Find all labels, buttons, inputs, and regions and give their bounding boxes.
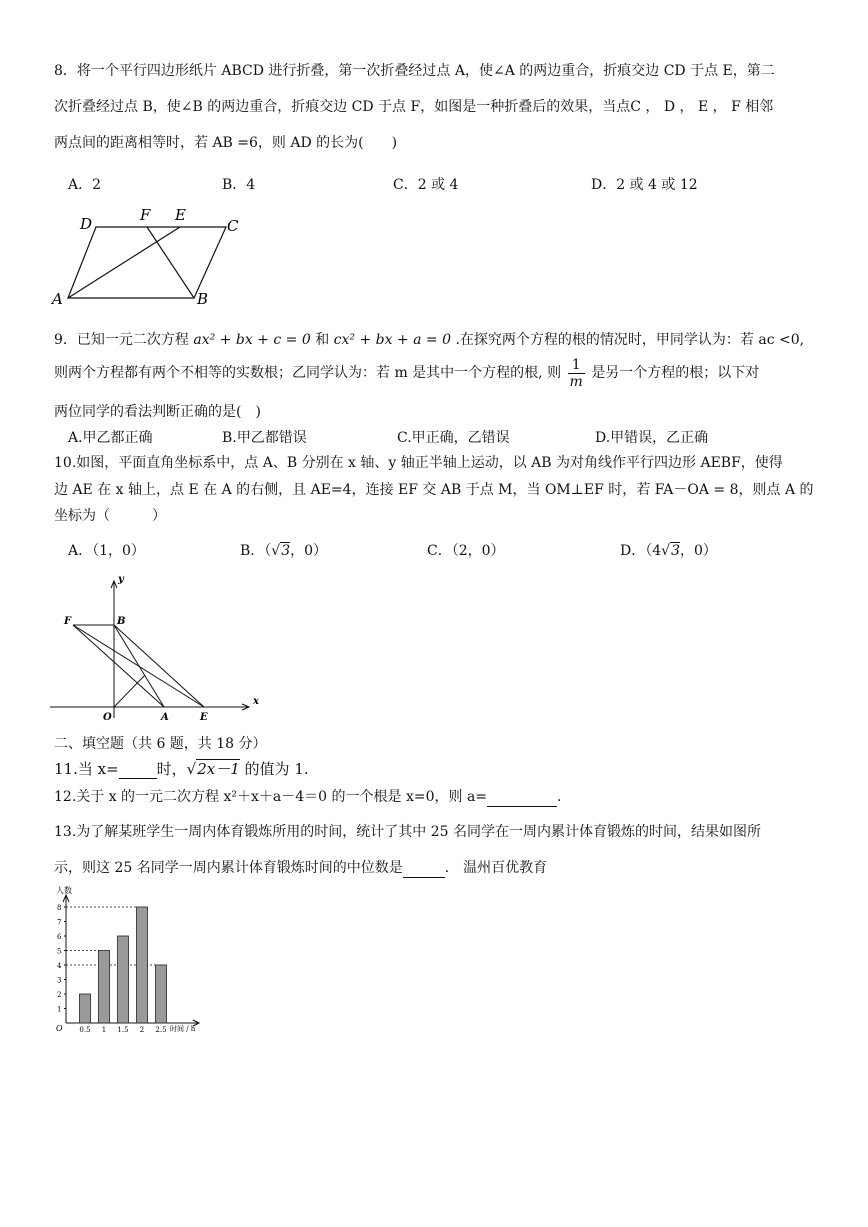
q10-option-c: C．（2，0） <box>427 543 505 559</box>
label-f: F <box>64 616 72 627</box>
label-y: y <box>118 574 124 585</box>
q10-option-d: D．（4√3，0） <box>620 543 717 559</box>
q11-blank <box>119 760 157 779</box>
q11-line: 11.当 x= 时，√2x－1 的值为 1. <box>54 760 309 778</box>
section-2-heading: 二、填空题（共 6 题，共 18 分） <box>54 736 267 752</box>
q9-option-c: C.甲正确，乙错误 <box>397 430 510 446</box>
chart-x-tick-label: 1 <box>101 1026 107 1034</box>
label-f: F <box>140 206 151 224</box>
q8-option-c: C．2 或 4 <box>393 177 459 193</box>
chart-y-tick-label: 6 <box>57 933 62 941</box>
q8-parallelogram-figure <box>50 205 250 310</box>
q8-line1: 8．将一个平行四边形纸片 ABCD 进行折叠，第一次折叠经过点 A，使∠A 的两边重合，折痕交边 CD 于点 E，第二 <box>54 63 775 79</box>
q9-line2b: 是另一个方程的根；以下对 <box>591 365 760 381</box>
q13-blank <box>403 859 445 878</box>
chart-bar-2 <box>137 907 148 1023</box>
chart-bar-2.5 <box>156 965 167 1023</box>
chart-x-tick-label: 2 <box>139 1026 145 1034</box>
chart-y-tick-label: 7 <box>57 918 62 927</box>
label-e: E <box>200 712 208 723</box>
segment-ba <box>114 625 164 707</box>
chart-y-tick-label: 4 <box>57 962 62 970</box>
fold-line-bf <box>147 227 194 298</box>
q10-option-b: B．（√3，0） <box>240 543 328 559</box>
q9-option-a: A.甲乙都正确 <box>68 430 153 446</box>
q8-line2: 次折叠经过点 B，使∠B 的两边重合，折痕交边 CD 于点 F，如图是一种折叠后的效果，当点C ， D ， E ， F 相邻 <box>54 99 774 115</box>
q8-option-a: A．2 <box>68 177 102 193</box>
chart-xlabel: 时间 / h <box>170 1025 196 1033</box>
q9-line2a: 则两个方程都有两个不相等的实数根；乙同学认为：若 m 是其中一个方程的根, 则 <box>54 365 562 381</box>
label-c: C <box>227 217 239 235</box>
q9-line1 <box>54 331 804 349</box>
q13-line2: 示，则这 25 名同学一周内累计体育锻炼时间的中位数是 ． 温州百优教育 <box>54 860 548 876</box>
label-o: O <box>103 712 112 723</box>
q10-line1: 10.如图，平面直角坐标系中，点 A、B 分别在 x 轴、y 轴正半轴上运动，以 AB 为对角线作平行四边形 AEBF，使得 <box>54 455 783 471</box>
chart-y-tick-label: 8 <box>57 904 62 912</box>
q9-option-b: B.甲乙都错误 <box>222 430 307 446</box>
label-a: A <box>52 290 63 308</box>
chart-y-tick-label: 1 <box>57 1005 62 1014</box>
q9-option-d: D.甲错误，乙正确 <box>595 430 709 446</box>
chart-bar-0.5 <box>80 994 91 1023</box>
fold-line-ae <box>68 227 180 298</box>
q11-radicand: 2x－1 <box>197 760 240 778</box>
q10-option-a: A．（1，0） <box>68 543 145 559</box>
chart-x-tick-label: 0.5 <box>79 1026 91 1034</box>
segment-om <box>114 675 145 707</box>
parallelogram-abcd <box>68 227 226 298</box>
label-b: B <box>197 290 209 308</box>
segment-fa <box>73 625 164 707</box>
q8-option-b: B．4 <box>222 177 256 193</box>
q12-line: 12.关于 x 的一元二次方程 x²＋x＋a－4＝0 的一个根是 x=0，则 a= . <box>54 789 562 805</box>
chart-bar-1.5 <box>118 936 129 1023</box>
chart-y-tick-label: 2 <box>57 991 62 999</box>
q12-blank <box>487 788 557 807</box>
segment-be <box>114 625 204 707</box>
label-x: x <box>253 696 259 707</box>
chart-y-tick-label: 3 <box>57 976 62 985</box>
q13-line1: 13.为了解某班学生一周内体育锻炼所用的时间，统计了其中 25 名同学在一周内累计体育锻炼的时间，结果如图所 <box>54 824 761 840</box>
q9-pre: 9．已知一元二次方程 <box>54 332 189 348</box>
q8-line3: 两点间的距离相等时，若 AB =6，则 AD 的长为( ) <box>54 135 398 151</box>
q9-and: 和 <box>315 332 334 348</box>
chart-x-tick-label: 2.5 <box>155 1026 167 1034</box>
q13-bar-chart <box>48 880 218 1040</box>
q10-line3: 坐标为（ ） <box>54 508 166 524</box>
watermark-text: 温州百优教育 <box>463 860 548 876</box>
q9-equation-1: ax² + bx + c = 0 <box>193 332 311 348</box>
q9-equation-2: cx² + bx + a = 0 <box>333 332 451 348</box>
label-e: E <box>175 206 186 224</box>
chart-y-tick-label: 5 <box>57 947 62 956</box>
chart-origin-label: O <box>56 1024 63 1033</box>
q9-line3: 两位同学的看法判断正确的是( ) <box>54 404 261 420</box>
chart-bar-1 <box>99 951 110 1024</box>
chart-x-tick-label: 1.5 <box>117 1026 129 1034</box>
chart-ylabel: 人数 <box>56 886 72 895</box>
label-b: B <box>117 616 126 627</box>
q9-post: .在探究两个方程的根的情况时，甲同学认为：若 ac <0, <box>455 332 805 348</box>
q9-fraction: $\frac{1}{m}$ <box>569 356 583 390</box>
q10-coordinate-figure <box>48 570 278 725</box>
q8-option-d: D．2 或 4 或 12 <box>591 177 698 193</box>
label-d: D <box>80 215 93 233</box>
label-a: A <box>161 712 169 723</box>
q9-line2 <box>54 356 759 390</box>
q10-line2: 边 AE 在 x 轴上，点 E 在 A 的右侧，且 AE=4，连接 EF 交 AB 于点 M，当 OM⊥EF 时，若 FA－OA = 8，则点 A 的 <box>54 482 814 498</box>
